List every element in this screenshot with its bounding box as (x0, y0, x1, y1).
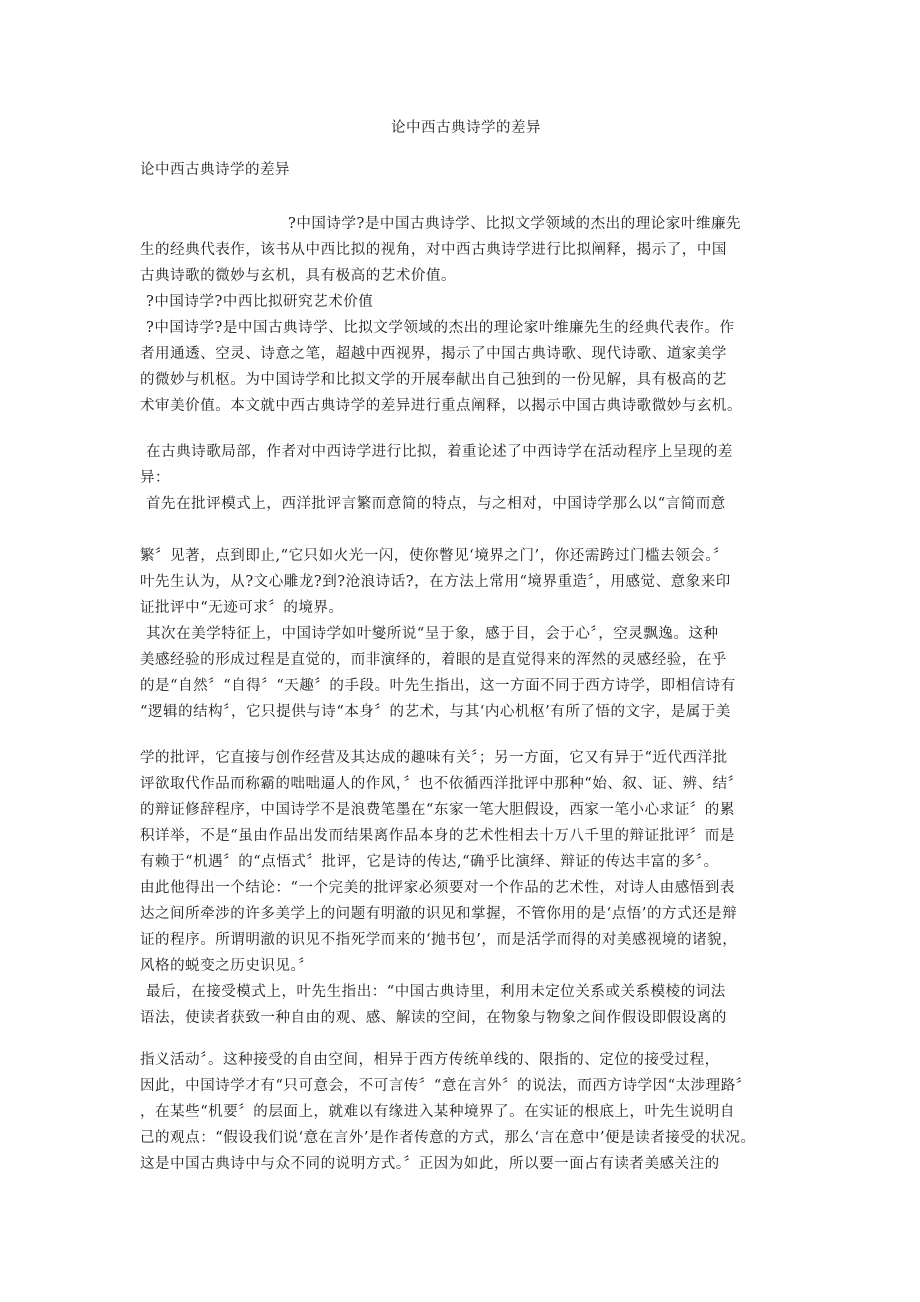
text-line: 语法，使读者获致一种自由的观、感、解读的空间，在物象与物象之间作假设即假设离的 (140, 1010, 727, 1026)
text-line: ?中国诗学?是中国古典诗学、比拟文学领域的杰出的理论家叶维廉先 (288, 216, 742, 232)
text-line: 最后，在接受模式上，叶先生指出：“中国古典诗里，利用未定位关系或关系模棱的词法 (146, 984, 726, 1000)
text-line: ，在某些“机要〞的层面上，就难以有缘进入某种境界了。在实证的根底上，叶先生说明自 (140, 1104, 735, 1120)
text-line: 其次在美学特征上，中国诗学如叶燮所说“呈于象，感于目，会于心〞，空灵飘逸。这种 (146, 626, 719, 642)
text-line: 生的经典代表作，该书从中西比拟的视角，对中西古典诗学进行比拟阐释，揭示了，中国 (140, 242, 727, 258)
document-subtitle: 论中西古典诗学的差异 (140, 162, 290, 178)
text-line: 术审美价值。本文就中西古典诗学的差异进行重点阐释，以揭示中国古典诗歌微妙与玄机。 (140, 398, 742, 414)
text-line: 美感经验的形成过程是直觉的，而非演绎的，着眼的是直觉得来的浑然的灵感经验，在乎 (140, 652, 727, 668)
text-line: 的是“自然〞“自得〞“天趣〞的手段。叶先生指出，这一方面不同于西方诗学，即相信诗有 (140, 678, 736, 694)
text-line: 古典诗歌的微妙与玄机，具有极高的艺术价值。 (140, 268, 457, 284)
text-line: 的辩证修辞程序，中国诗学不是浪费笔墨在“东家一笔大胆假设，西家一笔小心求证〞的累 (140, 802, 735, 818)
text-line: “逻辑的结构〞，它只提供与诗“本身〞的艺术，与其‘内心机枢’有所了悟的文字，是属于美 (140, 704, 731, 720)
text-line: ?中国诗学?中西比拟研究艺术价值 (146, 294, 374, 310)
text-line: 首先在批评模式上，西洋批评言繁而意简的特点，与之相对，中国诗学那么以“言简而意 (146, 496, 726, 512)
text-line: 达之间所牵涉的许多美学上的问题有明澈的识见和掌握，不管你用的是‘点悟’的方式还是辩 (140, 906, 738, 922)
text-line: 这是中国古典诗中与众不同的说明方式。〞正因为如此，所以要一面占有读者美感关注的 (140, 1156, 720, 1172)
text-line: 己的观点：“假设我们说‘意在言外’是作者传意的方式，那么‘言在意中’便是读者接受的状况。 (140, 1130, 756, 1146)
text-line: 证批评中“无迹可求〞的境界。 (140, 600, 344, 616)
text-line: 者用通透、空灵、诗意之笔，超越中西视界，揭示了中国古典诗歌、现代诗歌、道家美学 (140, 346, 727, 362)
text-line: 学的批评，它直接与创作经营及其达成的趣味有关〞；另一方面，它又有异于“近代西洋批 (140, 750, 728, 766)
text-line: 评欲取代作品而称霸的咄咄逼人的作风，〞也不依循西洋批评中那种“始、叙、证、辨、结〞 (140, 776, 743, 792)
text-line: 在古典诗歌局部，作者对中西诗学进行比拟，着重论述了中西诗学在活动程序上呈现的差 (146, 444, 733, 460)
text-line: ?中国诗学?是中国古典诗学、比拟文学领域的杰出的理论家叶维廉先生的经典代表作。作 (146, 320, 735, 336)
text-line: 风格的蜕变之历史识见。〞 (140, 958, 314, 974)
text-line: 异： (140, 470, 171, 486)
text-line: 繁〞见著，点到即止,“它只如火光一闪，使你瞥见‘境界之门’，你还需跨过门槛去领会。〞 (140, 548, 729, 564)
text-line: 积详举，不是“虽由作品出发而结果离作品本身的艺术性相去十万八千里的辩证批评〞而是 (140, 828, 735, 844)
text-line: 证的程序。所谓明澈的识见不指死学而来的‘抛书包’，而是活学而得的对美感视境的诸貌， (140, 932, 738, 948)
text-line: 指义活动〞。这种接受的自由空间，相异于西方传统单线的、限指的、定位的接受过程， (140, 1052, 720, 1068)
text-line: 的微妙与机枢。为中国诗学和比拟文学的开展奉献出自己独到的一份见解，具有极高的艺 (140, 372, 727, 388)
text-line: 有赖于“机遇〞的“点悟式〞批评，它是诗的传达,“确乎比演绎、辩证的传达丰富的多〞。 (140, 854, 719, 870)
text-line: 叶先生认为，从?文心雕龙?到?沧浪诗话?，在方法上常用“境界重造〞，用感觉、意象来印 (140, 574, 731, 590)
text-line: 因此，中国诗学才有“只可意会，不可言传〞“意在言外〞的说法，而西方诗学因“太涉理路〞 (140, 1078, 751, 1094)
text-line: 由此他得出一个结论：“一个完美的批评家必须要对一个作品的艺术性，对诗人由感悟到表 (140, 880, 735, 896)
document-title: 论中西古典诗学的差异 (391, 120, 541, 136)
